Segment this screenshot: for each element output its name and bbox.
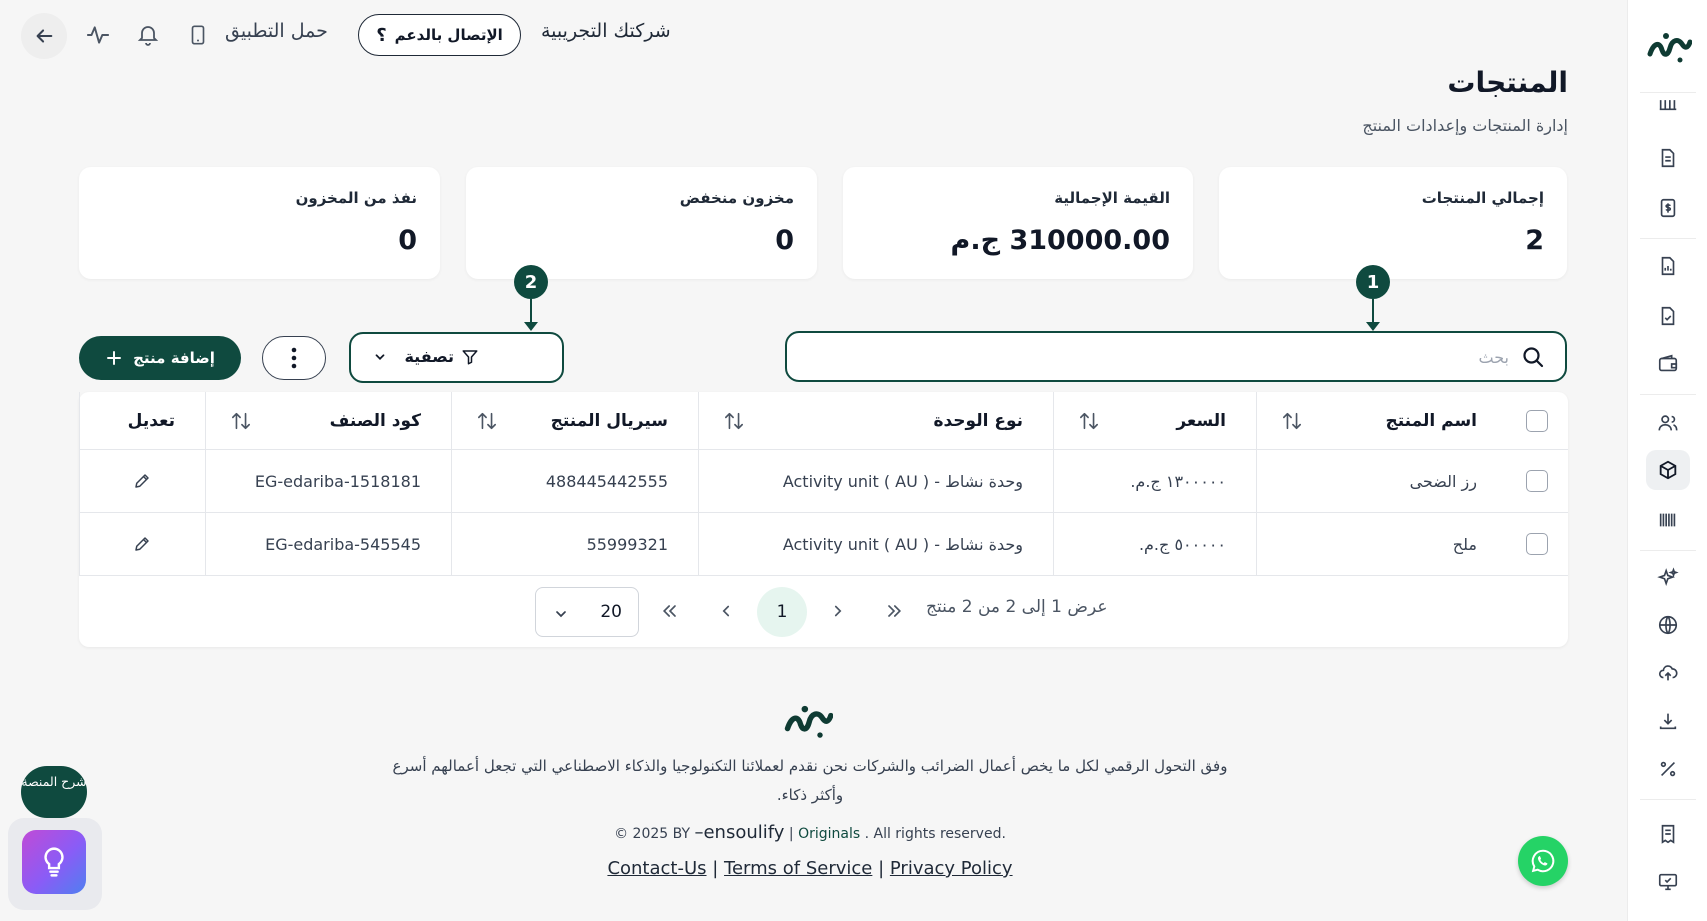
product-unit: وحدة نشاط - ( Activity unit ( AU	[782, 534, 1023, 554]
header-label: اسم المنتج	[1385, 410, 1477, 431]
search-input[interactable]	[849, 343, 1509, 371]
copyright-brand: –ensoulify	[694, 822, 785, 843]
sidebar-item-wallet[interactable]	[1646, 344, 1690, 384]
ideas-button[interactable]	[22, 830, 86, 894]
support-button[interactable]	[358, 14, 521, 56]
phone-icon	[187, 23, 209, 47]
lightbulb-icon	[39, 845, 69, 879]
question-icon: ؟	[376, 24, 387, 46]
stat-value: 2	[1525, 225, 1544, 256]
last-page-button[interactable]	[651, 588, 689, 634]
search-box	[785, 331, 1567, 382]
funnel-icon	[461, 348, 479, 366]
select-cell	[1507, 450, 1568, 512]
stat-card-low-stock	[466, 167, 817, 279]
stat-value: 0	[775, 225, 794, 256]
row-checkbox[interactable]	[1526, 470, 1548, 492]
header-code[interactable]	[205, 392, 451, 449]
terms-of-service-link[interactable]: Terms of Service	[724, 858, 873, 879]
sort-icon[interactable]	[230, 411, 252, 431]
page-title: المنتجات	[1447, 66, 1568, 99]
kebab-menu-icon	[291, 347, 297, 369]
sidebar-item-monitor[interactable]	[1646, 862, 1690, 902]
select-all-checkbox[interactable]	[1526, 410, 1548, 432]
bell-icon	[136, 23, 160, 47]
page-subtitle: إدارة المنتجات وإعدادات المنتج	[1362, 116, 1568, 135]
footer-description: وفق التحول الرقمي لكل ما يخص أعمال الضرائب والشركات نحن نقدم لعملائنا التكنولوجيا والذكاء الاصطناعي التي تجعل أعمالهم أسرع وأكثر ذكاء.	[392, 757, 1228, 804]
annotation-marker-2: 2	[514, 265, 548, 299]
chevrons-left-icon	[660, 601, 680, 621]
sidebar-item-invoices[interactable]	[1646, 188, 1690, 228]
stat-label: نفذ من المخزون	[295, 189, 417, 207]
product-code: EG-edariba-545545	[265, 534, 421, 554]
header-serial[interactable]	[451, 392, 698, 449]
chevron-down-icon	[553, 606, 569, 622]
add-product-label: إضافة منتج	[133, 349, 215, 367]
cell-serial	[451, 513, 698, 575]
stat-value: 310000.00 ج.م	[950, 225, 1170, 256]
chevrons-right-icon	[884, 601, 904, 621]
product-price: ١٣٠٠٠٠٠ ج.م.	[1130, 471, 1226, 491]
search-icon	[1521, 345, 1545, 369]
sidebar-item-reports[interactable]	[1646, 246, 1690, 286]
page-size-value: 20	[600, 602, 622, 622]
download-icon	[1657, 710, 1679, 732]
platform-tour-badge[interactable]: شرح المنصة	[21, 766, 87, 818]
percent-icon	[1657, 758, 1679, 780]
activity-icon	[85, 22, 111, 48]
header-label: سيريال المنتج	[550, 410, 668, 431]
annotation-marker-1: 1	[1356, 265, 1390, 299]
privacy-policy-link[interactable]: Privacy Policy	[889, 858, 1013, 879]
report-chart-icon	[1657, 255, 1679, 277]
filter-label: تصفية	[404, 347, 454, 366]
header-label: كود الصنف	[329, 410, 421, 431]
table-row	[79, 513, 1568, 576]
sort-icon[interactable]	[1281, 411, 1303, 431]
cell-code	[205, 450, 451, 512]
document-icon	[1657, 147, 1679, 169]
product-serial: 55999321	[586, 534, 668, 554]
pencil-icon[interactable]	[133, 472, 151, 490]
product-name: ملح	[1452, 534, 1477, 554]
sidebar-item-customers[interactable]	[1646, 403, 1690, 443]
notifications-button[interactable]	[134, 21, 162, 49]
sidebar-item-ai[interactable]	[1646, 558, 1690, 598]
sort-icon[interactable]	[1078, 411, 1100, 431]
header-name[interactable]	[1256, 392, 1507, 449]
stat-card-out-of-stock	[79, 167, 440, 279]
cell-edit	[79, 450, 205, 512]
back-button[interactable]	[21, 13, 67, 59]
footer-links: Contact-Us | Terms of Service | Privacy Policy	[607, 858, 1013, 879]
support-label: الإتصال بالدعم	[394, 26, 503, 44]
annotation-arrow-1	[1372, 299, 1374, 325]
chevron-left-icon	[717, 602, 735, 620]
header-unit[interactable]	[698, 392, 1053, 449]
sort-icon[interactable]	[476, 411, 498, 431]
stat-label: إجمالي المنتجات	[1421, 189, 1544, 207]
stat-value: 0	[398, 225, 417, 256]
cell-serial	[451, 450, 698, 512]
sidebar-divider	[1640, 238, 1696, 239]
product-serial: 488445442555	[545, 471, 668, 491]
current-page[interactable]: 1	[757, 587, 807, 637]
brand-logo[interactable]	[1628, 28, 1707, 66]
annotation-arrow-2	[530, 299, 532, 325]
pencil-icon[interactable]	[133, 535, 151, 553]
cell-name	[1256, 513, 1507, 575]
invoice-dollar-icon	[1657, 197, 1679, 219]
sidebar-item-statements[interactable]	[1646, 814, 1690, 854]
cell-unit	[698, 513, 1053, 575]
users-icon	[1657, 412, 1679, 434]
footer-logo	[781, 700, 833, 742]
next-page-button[interactable]	[707, 588, 745, 634]
sidebar-item-download[interactable]	[1646, 701, 1690, 741]
document-check-icon	[1657, 305, 1679, 327]
chevron-down-icon	[373, 350, 387, 364]
box-icon	[1657, 459, 1679, 481]
cell-name	[1256, 450, 1507, 512]
select-cell	[1507, 513, 1568, 575]
header-price[interactable]	[1053, 392, 1256, 449]
sidebar	[1627, 0, 1707, 921]
sidebar-item-taxes[interactable]	[1646, 749, 1690, 789]
cloud-upload-icon	[1657, 662, 1679, 684]
contact-us-link[interactable]: Contact-Us	[607, 858, 707, 879]
whatsapp-icon	[1528, 846, 1558, 876]
product-price: ٥٠٠٠٠٠ ج.م.	[1138, 534, 1226, 554]
barcode-icon	[1657, 509, 1679, 531]
header-label: نوع الوحدة	[933, 410, 1023, 431]
pagination-summary: عرض 1 إلى 2 من 2 منتج	[926, 597, 1108, 617]
copyright: © 2025 BY –ensoulify | Originals . All rights reserved.	[614, 822, 1006, 843]
cell-unit	[698, 450, 1053, 512]
cell-code	[205, 513, 451, 575]
arrow-left-icon	[33, 25, 55, 47]
cell-price	[1053, 450, 1256, 512]
header-label: تعديل	[127, 410, 175, 431]
sidebar-item-approvals[interactable]	[1646, 296, 1690, 336]
originals-link[interactable]: Originals	[798, 826, 861, 842]
sidebar-item-barcodes[interactable]	[1646, 500, 1690, 540]
first-page-button[interactable]	[875, 588, 913, 634]
sidebar-divider	[1640, 394, 1696, 395]
globe-icon	[1657, 614, 1679, 636]
brand-name: ensoulify	[703, 822, 785, 843]
table-header-row	[79, 392, 1568, 450]
sidebar-item-global[interactable]	[1646, 605, 1690, 645]
ideas-widget	[8, 818, 102, 910]
rights-text: . All rights reserved.	[864, 826, 1006, 842]
sidebar-item-upload[interactable]	[1646, 653, 1690, 693]
whatsapp-button[interactable]	[1518, 836, 1568, 886]
more-options-button[interactable]	[262, 336, 326, 380]
receipt-icon	[1657, 823, 1679, 845]
sort-icon[interactable]	[723, 411, 745, 431]
add-product-button[interactable]	[79, 336, 241, 380]
product-name: رز الضحى	[1409, 471, 1477, 491]
copyright-prefix: © 2025 BY	[614, 826, 691, 842]
filter-dropdown[interactable]	[349, 332, 564, 383]
monitor-check-icon	[1657, 871, 1679, 893]
stat-label: القيمة الإجمالية	[1054, 189, 1170, 207]
product-code: EG-edariba-1518181	[254, 471, 421, 491]
header-select-cell	[1507, 392, 1568, 449]
cell-edit	[79, 513, 205, 575]
sparkles-icon	[1657, 567, 1679, 589]
company-name[interactable]: شركتك التجريبية	[541, 20, 671, 42]
plus-icon	[105, 349, 123, 367]
download-app-link[interactable]: حمل التطبيق	[225, 20, 328, 42]
columns-icon	[1657, 91, 1679, 113]
sidebar-item-documents[interactable]	[1646, 138, 1690, 178]
stat-card-total-products	[1219, 167, 1567, 279]
cell-price	[1053, 513, 1256, 575]
activity-button[interactable]	[84, 21, 112, 49]
row-checkbox[interactable]	[1526, 533, 1548, 555]
wallet-icon	[1657, 353, 1679, 375]
page-size-select[interactable]	[535, 587, 639, 637]
header-label: السعر	[1176, 410, 1226, 431]
previous-page-button[interactable]	[819, 588, 857, 634]
chevron-right-icon	[829, 602, 847, 620]
stat-card-total-value	[843, 167, 1193, 279]
sidebar-divider	[1640, 550, 1696, 551]
mobile-app-button[interactable]	[184, 21, 212, 49]
sidebar-divider	[1640, 799, 1696, 800]
header-edit	[79, 392, 205, 449]
sidebar-item-products[interactable]	[1646, 450, 1690, 490]
stat-label: مخزون منخفض	[679, 189, 794, 207]
table-row	[79, 450, 1568, 513]
sidebar-item-ledger[interactable]	[1646, 82, 1690, 122]
product-unit: وحدة نشاط - ( Activity unit ( AU	[782, 471, 1023, 491]
